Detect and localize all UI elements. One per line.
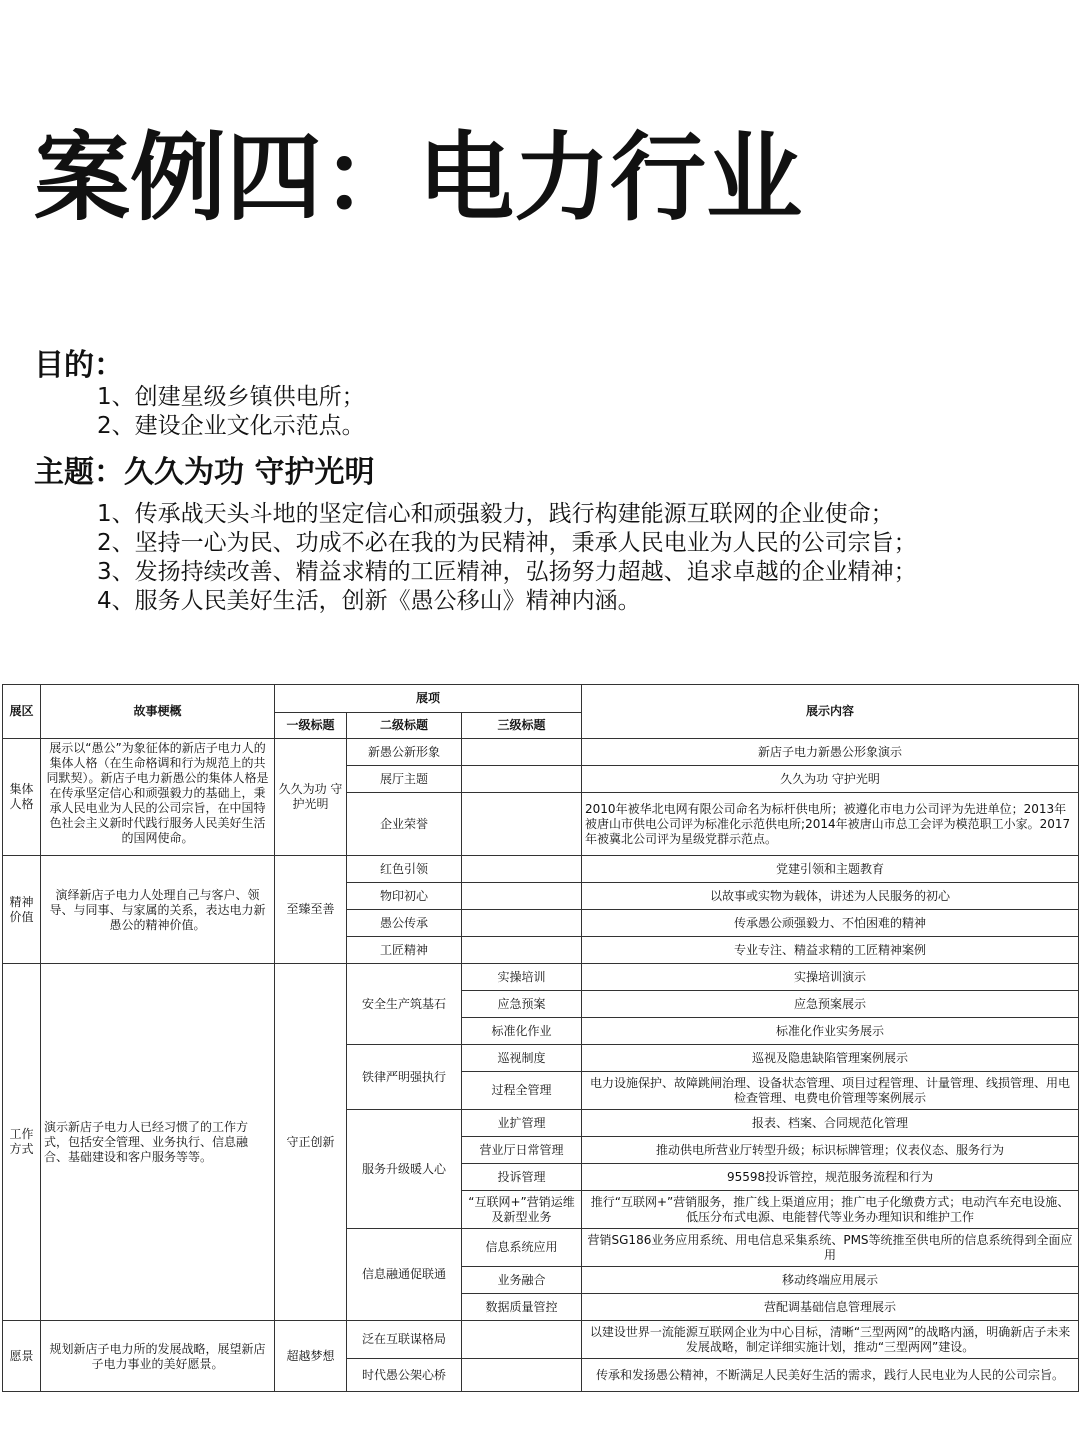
content-cell: 专业专注、精益求精的工匠精神案例 (582, 937, 1079, 964)
level2-cell: 红色引领 (347, 856, 462, 883)
content-cell: 新店子电力新愚公形象演示 (582, 739, 1079, 766)
content-cell: 久久为功 守护光明 (582, 766, 1079, 793)
level2-cell: 工匠精神 (347, 937, 462, 964)
level2-cell: 愚公传承 (347, 910, 462, 937)
exhibit-table (2, 684, 1079, 1392)
level3-cell: 信息系统应用 (462, 1229, 582, 1267)
level3-cell: 数据质量管控 (462, 1294, 582, 1321)
theme-list (97, 500, 917, 616)
level2-cell: 铁律严明强执行 (347, 1045, 462, 1110)
level1-cell: 超越梦想 (275, 1321, 347, 1392)
level3-cell (462, 1359, 582, 1392)
level1-cell: 至臻至善 (275, 856, 347, 964)
story-cell: 演绎新店子电力人处理自己与客户、领导、与同事、与家属的关系，表达电力新愚公的精神价值。 (41, 856, 275, 964)
header-level3: 三级标题 (462, 713, 582, 739)
theme-heading: 主题：久久为功 守护光明 (34, 455, 375, 490)
content-cell: 传承愚公顽强毅力、不怕困难的精神 (582, 910, 1079, 937)
level3-cell (462, 793, 582, 856)
level2-cell: 物印初心 (347, 883, 462, 910)
content-cell: 营配调基础信息管理展示 (582, 1294, 1079, 1321)
content-cell: 2010年被华北电网有限公司命名为标杆供电所；被遵化市电力公司评为先进单位；2013年被唐山市供电公司评为标准化示范供电所;2014年被唐山市总工会评为模范职工小家。2017年被冀北公司评为星级党群示范点。 (582, 793, 1079, 856)
zone-cell: 愿景 (3, 1321, 41, 1392)
level3-cell (462, 937, 582, 964)
level3-cell: 业扩管理 (462, 1110, 582, 1137)
zone-cell: 工作方式 (3, 964, 41, 1321)
level3-cell: 业务融合 (462, 1267, 582, 1294)
level3-cell (462, 910, 582, 937)
content-cell: 以建设世界一流能源互联网企业为中心目标，清晰“三型两网”的战略内涵，明确新店子未来发展战略，制定详细实施计划，推动“三型两网”建设。 (582, 1321, 1079, 1359)
content-cell: 实操培训演示 (582, 964, 1079, 991)
level3-cell: 应急预案 (462, 991, 582, 1018)
level2-cell: 信息融通促联通 (347, 1229, 462, 1321)
content-cell: 报表、档案、合同规范化管理 (582, 1110, 1079, 1137)
content-cell: 推动供电所营业厅转型升级；标识标牌管理；仪表仪态、服务行为 (582, 1137, 1079, 1164)
content-cell: 巡视及隐患缺陷管理案例展示 (582, 1045, 1079, 1072)
level1-cell: 久久为功 守护光明 (275, 739, 347, 856)
list-item: 2、建设企业文化示范点。 (97, 413, 365, 439)
level3-cell: 营业厅日常管理 (462, 1137, 582, 1164)
level3-cell (462, 739, 582, 766)
story-cell: 演示新店子电力人已经习惯了的工作方式，包括安全管理、业务执行、信息融合、基础建设和客户服务等等。 (41, 964, 275, 1321)
story-text: 展示以“愚公”为象征体的新店子电力人的集体人格（在生命格调和行为规范上的共同默契）。新店子电力新愚公的集体人格是在传承坚定信心和顽强毅力的基础上，秉承人民电业为人民的公司宗旨，在中国特色社会主义新时代践行服务人民美好生活的国网使命。 (46, 741, 269, 845)
level3-cell: 标准化作业 (462, 1018, 582, 1045)
content-cell: 推行“互联网+”营销服务，推广线上渠道应用；推广电子化缴费方式；电动汽车充电设施、低压分布式电源、电能替代等业务办理知识和维护工作 (582, 1191, 1079, 1229)
level2-cell: 安全生产筑基石 (347, 964, 462, 1045)
content-cell: 移动终端应用展示 (582, 1267, 1079, 1294)
level2-cell: 企业荣誉 (347, 793, 462, 856)
list-item: 3、发扬持续改善、精益求精的工匠精神，弘扬努力超越、追求卓越的企业精神； (97, 559, 917, 585)
list-item: 4、服务人民美好生活，创新《愚公移山》精神内涵。 (97, 588, 641, 614)
level3-cell: 实操培训 (462, 964, 582, 991)
content-cell: 传承和发扬愚公精神，不断满足人民美好生活的需求，践行人民电业为人民的公司宗旨。 (582, 1359, 1079, 1392)
header-content: 展示内容 (582, 685, 1079, 739)
header-story: 故事梗概 (41, 685, 275, 739)
content-cell: 党建引领和主题教育 (582, 856, 1079, 883)
level3-cell (462, 883, 582, 910)
page-title: 案例四：电力行业 (34, 122, 802, 234)
level3-cell: 过程全管理 (462, 1072, 582, 1110)
level3-cell: 投诉管理 (462, 1164, 582, 1191)
story-cell: 规划新店子电力所的发展战略，展望新店子电力事业的美好愿景。 (41, 1321, 275, 1392)
list-item: 1、创建星级乡镇供电所； (97, 384, 365, 410)
level3-cell: “互联网+”营销运维及新型业务 (462, 1191, 582, 1229)
content-cell: 以故事或实物为载体，讲述为人民服务的初心 (582, 883, 1079, 910)
list-item: 1、传承战天头斗地的坚定信心和顽强毅力，践行构建能源互联网的企业使命； (97, 501, 894, 527)
level2-cell: 时代愚公架心桥 (347, 1359, 462, 1392)
zone-cell: 集体人格 (3, 739, 41, 856)
purpose-list (97, 383, 365, 441)
level2-cell: 新愚公新形象 (347, 739, 462, 766)
level2-cell: 展厅主题 (347, 766, 462, 793)
level2-cell: 服务升级暖人心 (347, 1110, 462, 1229)
level1-cell: 守正创新 (275, 964, 347, 1321)
content-cell: 标准化作业实务展示 (582, 1018, 1079, 1045)
zone-cell: 精神价值 (3, 856, 41, 964)
content-cell: 95598投诉管控，规范服务流程和行为 (582, 1164, 1079, 1191)
level3-cell (462, 856, 582, 883)
list-item: 2、坚持一心为民、功成不必在我的为民精神，秉承人民电业为人民的公司宗旨； (97, 530, 917, 556)
header-zone: 展区 (3, 685, 41, 739)
header-level2: 二级标题 (347, 713, 462, 739)
content-cell: 应急预案展示 (582, 991, 1079, 1018)
header-exhibit: 展项 (275, 685, 582, 713)
story-cell (41, 739, 275, 856)
level2-cell: 泛在互联谋格局 (347, 1321, 462, 1359)
content-cell: 营销SG186业务应用系统、用电信息采集系统、PMS等统推至供电所的信息系统得到全面应用 (582, 1229, 1079, 1267)
level3-cell: 巡视制度 (462, 1045, 582, 1072)
level3-cell (462, 1321, 582, 1359)
level3-cell (462, 766, 582, 793)
purpose-heading: 目的： (34, 348, 124, 383)
header-level1: 一级标题 (275, 713, 347, 739)
content-cell: 电力设施保护、故障跳闸治理、设备状态管理、项目过程管理、计量管理、线损管理、用电检查管理、电费电价管理等案例展示 (582, 1072, 1079, 1110)
